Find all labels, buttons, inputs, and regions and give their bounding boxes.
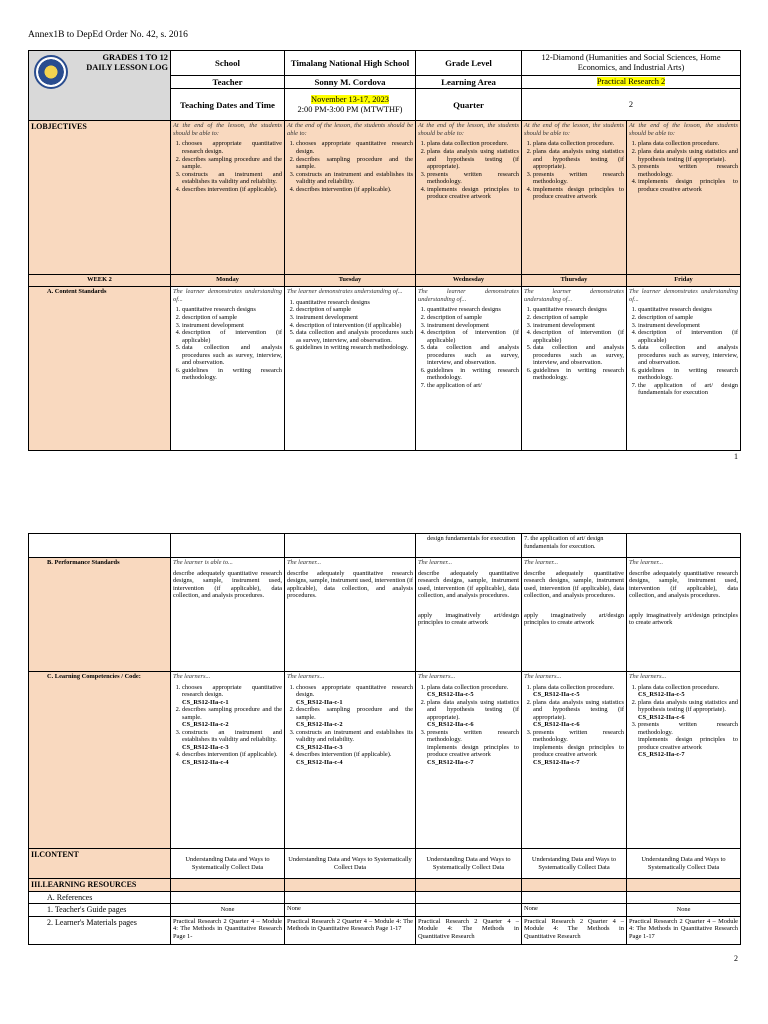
list-item: 5. data collection and analysis procedures such as survey, interview, and observation. bbox=[427, 344, 519, 367]
page-number-1: 1 bbox=[734, 452, 738, 461]
objectives-intro: At the end of the lesson, the students should be able to: bbox=[524, 122, 624, 137]
competency-extra bbox=[427, 744, 519, 767]
list-item: 2. description of sample bbox=[533, 314, 624, 322]
day-friday: Friday bbox=[627, 275, 741, 287]
list-item: 1. quantitative research designs bbox=[533, 306, 624, 314]
competency-code: CS_RS12-IIa-c-2 bbox=[182, 721, 229, 729]
cs-wed-list bbox=[418, 306, 519, 389]
competency-extra-text: implements design principles to produce creative artwork bbox=[533, 743, 624, 759]
list-item: 2. describes sampling procedure and the sample. bbox=[182, 156, 282, 171]
ps-intro: The learner... bbox=[629, 559, 664, 566]
competency-code: CS_RS12-IIa-c-1 bbox=[296, 698, 343, 706]
list-item: 1. plans data collection procedure. bbox=[427, 140, 519, 148]
lesson-log-table-page2 bbox=[28, 533, 741, 945]
log-title-cell bbox=[29, 51, 171, 121]
competency-code: CS_RS12-IIa-c-6 bbox=[638, 713, 685, 721]
cs-intro: The learner demonstrates understanding of... bbox=[629, 288, 738, 303]
cs-intro: The learner demonstrates understanding of... bbox=[287, 288, 403, 296]
list-item: 5. data collection and analysis procedures such as survey, interview, and observation. bbox=[296, 329, 413, 344]
day-thursday: Thursday bbox=[522, 275, 627, 287]
day-tuesday: Tuesday bbox=[285, 275, 416, 287]
tg-mon: None bbox=[171, 904, 285, 916]
competency-text: plans data analysis using statistics and hypothesis testing (if appropriate). bbox=[427, 698, 519, 721]
lc-fri-list bbox=[629, 684, 738, 759]
school-label: School bbox=[171, 51, 285, 76]
school-value: Timalang National High School bbox=[285, 51, 416, 76]
references-label: A. References bbox=[29, 892, 171, 904]
ps-mon-desc: describe adequately quantitative research designs, sample, instrument used, intervention (if applicable), data collection, and analysis procedures. bbox=[173, 569, 282, 600]
tg-tue: None bbox=[285, 904, 416, 916]
competency-text: describes intervention (if applicable). bbox=[182, 751, 278, 759]
lc-intro: The learners... bbox=[629, 673, 667, 680]
list-item: 4. description of intervention (if applicable) bbox=[533, 329, 624, 344]
list-item: 3. instrument development bbox=[182, 322, 282, 330]
competency-item bbox=[427, 684, 519, 699]
competency-code: CS_RS12-IIa-c-1 bbox=[182, 698, 229, 706]
list-item: 7. the application of art/ bbox=[427, 382, 519, 390]
ps-intro: The learner... bbox=[418, 559, 453, 566]
objectives-label: I.OBJECTIVES bbox=[29, 121, 171, 275]
competency-item bbox=[182, 751, 282, 766]
competency-text: plans data analysis using statistics and hypothesis testing (if appropriate). bbox=[638, 698, 738, 714]
competency-text: presents written research methodology. bbox=[533, 728, 624, 744]
ps-thu-apply: apply imaginatively art/design principles to create artwork bbox=[524, 611, 624, 627]
cs-fri-list bbox=[629, 306, 738, 397]
competency-extra bbox=[638, 736, 738, 759]
objectives-intro: At the end of the lesson, the students should be able to: bbox=[418, 122, 519, 137]
learners-materials-label: 2. Learner's Materials pages bbox=[29, 916, 171, 944]
list-item: 1. plans data collection procedure. bbox=[533, 140, 624, 148]
list-item: 2. description of sample bbox=[638, 314, 738, 322]
competency-text: presents written research methodology. bbox=[638, 721, 738, 736]
list-item: 4. implements design principles to produce creative artwork bbox=[638, 178, 738, 193]
competency-code: CS_RS12-IIa-c-6 bbox=[533, 721, 580, 729]
log-title: GRADES 1 TO 12 DAILY LESSON LOG bbox=[86, 53, 168, 73]
competency-code: CS_RS12-IIa-c-5 bbox=[533, 691, 580, 699]
tg-wed bbox=[416, 904, 522, 916]
objectives-thu-list bbox=[524, 140, 624, 200]
list-item: 3. presents written research methodology. bbox=[638, 163, 738, 178]
ps-thu-desc: describe adequately quantitative research designs, sample, instrument used, intervention (if applicable), data collection, and analysis procedures. bbox=[524, 569, 624, 600]
objectives-wed-list bbox=[418, 140, 519, 200]
competency-text: describes sampling procedure and the sample. bbox=[296, 706, 413, 721]
resources-label: III.LEARNING RESOURCES bbox=[29, 879, 171, 892]
competency-code: CS_RS12-IIa-c-3 bbox=[182, 743, 229, 751]
lc-intro: The learners... bbox=[287, 673, 325, 680]
competency-code: CS_RS12-IIa-c-6 bbox=[427, 721, 474, 729]
day-monday: Monday bbox=[171, 275, 285, 287]
tg-fri: None bbox=[627, 904, 741, 916]
list-item: 3. instrument development bbox=[296, 314, 413, 322]
lc-intro: The learners... bbox=[524, 673, 562, 680]
lc-intro: The learners... bbox=[418, 673, 456, 680]
lc-intro: The learners... bbox=[173, 673, 211, 680]
list-item: 3. instrument development bbox=[533, 322, 624, 330]
lc-wed-list bbox=[418, 684, 519, 767]
lc-tue-list bbox=[287, 684, 413, 767]
lc-thu-list bbox=[524, 684, 624, 767]
grade-label: Grade Level bbox=[416, 51, 522, 76]
list-item: 6. guidelines in writing research methodology. bbox=[182, 367, 282, 382]
list-item: 1. quantitative research designs bbox=[427, 306, 519, 314]
competency-item bbox=[296, 751, 413, 766]
lm-mon: Practical Research 2 Quarter 4 – Module 4: The Methods in Quantitative Research Page 1- bbox=[171, 916, 285, 944]
competency-extra-code: CS_RS12-IIa-c-7 bbox=[427, 759, 474, 767]
list-item: 1. plans data collection procedure. bbox=[638, 140, 738, 148]
competency-item bbox=[296, 706, 413, 729]
competency-text: plans data analysis using statistics and hypothesis testing (if appropriate). bbox=[533, 698, 624, 721]
competency-text: chooses appropriate quantitative research design. bbox=[296, 683, 413, 699]
ps-fri-desc: describe adequately quantitative research designs, sample, instrument used, intervention (if applicable), data collection, and analysis procedures. bbox=[629, 569, 738, 600]
page-number-2: 2 bbox=[734, 954, 738, 963]
competency-item bbox=[638, 721, 738, 736]
day-wednesday: Wednesday bbox=[416, 275, 522, 287]
lm-wed: Practical Research 2 Quarter 4 – Module 4: The Methods in Quantitative Research bbox=[416, 916, 522, 944]
list-item: 1. chooses appropriate quantitative research design. bbox=[182, 140, 282, 155]
list-item: 2. description of sample bbox=[182, 314, 282, 322]
content-fri: Understanding Data and Ways to Systematically Collect Data bbox=[627, 849, 741, 879]
content-mon: Understanding Data and Ways to Systematically Collect Data bbox=[171, 849, 285, 879]
content-label: II.CONTENT bbox=[29, 849, 171, 879]
week-label: WEEK 2 bbox=[29, 275, 171, 287]
list-item: 2. plans data analysis using statistics and hypothesis testing (if appropriate). bbox=[533, 148, 624, 171]
competency-code: CS_RS12-IIa-c-4 bbox=[182, 759, 229, 767]
competency-extra-code: CS_RS12-IIa-c-7 bbox=[533, 759, 580, 767]
competency-item bbox=[533, 729, 624, 744]
time-value: 2:00 PM-3:00 PM (MTWTHF) bbox=[297, 104, 403, 114]
list-item: 4. describes intervention (if applicable). bbox=[296, 186, 413, 194]
competency-item bbox=[638, 684, 738, 699]
ps-tue-desc: describe adequately quantitative research designs, sample, instrument used, intervention (if applicable), data collection, and analysis procedures. bbox=[287, 569, 414, 600]
competency-item bbox=[638, 699, 738, 722]
list-item: 1. chooses appropriate quantitative research design. bbox=[296, 140, 413, 155]
lc-mon-list bbox=[173, 684, 282, 767]
competency-item bbox=[427, 699, 519, 729]
objectives-intro: At the end of the lesson, the students should be able to: bbox=[629, 122, 738, 137]
competency-text: describes sampling procedure and the sample. bbox=[182, 706, 282, 721]
list-item: 3. instrument development bbox=[638, 322, 738, 330]
competency-text: chooses appropriate quantitative research design. bbox=[182, 683, 282, 699]
list-item: 5. data collection and analysis procedures such as survey, interview, and observation. bbox=[533, 344, 624, 367]
performance-standards-label: B. Performance Standards bbox=[29, 558, 171, 672]
content-tue: Understanding Data and Ways to Systematically Collect Data bbox=[285, 849, 416, 879]
list-item: 6. guidelines in writing research methodology. bbox=[427, 367, 519, 382]
competency-extra bbox=[533, 744, 624, 767]
list-item: 3. instrument development bbox=[427, 322, 519, 330]
cs-wed-continued: design fundamentals for execution bbox=[416, 534, 522, 558]
lm-tue: Practical Research 2 Quarter 4 – Module 4: The Methods in Quantitative Research Page 1-17 bbox=[285, 916, 416, 944]
competency-extra-text: implements design principles to produce creative artwork bbox=[427, 743, 519, 759]
dates-label: Teaching Dates and Time bbox=[171, 89, 285, 121]
list-item: 4. description of intervention (if applicable) bbox=[296, 322, 413, 330]
competency-text: constructs an instrument and establishes its validity and reliability. bbox=[182, 728, 282, 744]
list-item: 4. description of intervention (if applicable) bbox=[638, 329, 738, 344]
list-item: 3. constructs an instrument and establishes its validity and reliability. bbox=[296, 171, 413, 186]
ps-intro: The learner... bbox=[524, 559, 559, 566]
quarter-label: Quarter bbox=[416, 89, 522, 121]
competency-code: CS_RS12-IIa-c-4 bbox=[296, 759, 343, 767]
competency-extra-text: implements design principles to produce creative artwork bbox=[638, 736, 738, 751]
cs-tue-list bbox=[287, 299, 413, 352]
content-thu: Understanding Data and Ways to Systematically Collect Data bbox=[522, 849, 627, 879]
competency-item bbox=[182, 706, 282, 729]
list-item: 1. quantitative research designs bbox=[638, 306, 738, 314]
cs-thu-continued: 7. the application of art/ design fundamentals for execution. bbox=[522, 534, 627, 558]
list-item: 4. description of intervention (if applicable) bbox=[182, 329, 282, 344]
competency-text: plans data collection procedure. bbox=[427, 683, 509, 691]
grade-value: 12-Diamond (Humanities and Social Sciences, Home Economics, and Industrial Arts) bbox=[522, 51, 741, 76]
deped-seal-icon bbox=[34, 55, 68, 89]
list-item: 4. implements design principles to produce creative artwork bbox=[427, 186, 519, 201]
competency-item bbox=[182, 684, 282, 707]
list-item: 5. data collection and analysis procedures such as survey, interview, and observation. bbox=[182, 344, 282, 367]
list-item: 6. guidelines in writing research methodology. bbox=[296, 344, 413, 352]
annex-header: Annex1B to DepEd Order No. 42, s. 2016 bbox=[28, 30, 188, 40]
list-item: 2. plans data analysis using statistics and hypothesis testing (if appropriate). bbox=[638, 148, 738, 163]
competency-item bbox=[533, 699, 624, 729]
competency-item bbox=[296, 729, 413, 752]
lm-thu: Practical Research 2 Quarter 4 – Module 4: The Methods in Quantitative Research bbox=[522, 916, 627, 944]
list-item: 3. presents written research methodology. bbox=[427, 171, 519, 186]
competency-text: describes intervention (if applicable). bbox=[296, 751, 392, 759]
teacher-label: Teacher bbox=[171, 76, 285, 89]
ps-fri-apply: apply imaginatively art/design principles to create artwork bbox=[629, 611, 738, 627]
cs-intro: The learner demonstrates understanding of... bbox=[524, 288, 624, 303]
ps-wed-apply: apply imaginatively art/design principles to create artwork bbox=[418, 611, 519, 627]
cs-thu-list bbox=[524, 306, 624, 381]
quarter-value: 2 bbox=[522, 89, 741, 121]
competency-text: plans data collection procedure. bbox=[638, 683, 720, 691]
list-item: 7. the application of art/ design fundamentals for execution bbox=[638, 382, 738, 397]
tg-thu: None bbox=[522, 904, 627, 916]
list-item: 6. guidelines in writing research methodology. bbox=[638, 367, 738, 382]
competency-item bbox=[533, 684, 624, 699]
competency-text: presents written research methodology. bbox=[427, 728, 519, 744]
competency-extra-code: CS_RS12-IIa-c-7 bbox=[638, 751, 685, 759]
list-item: 4. description of intervention (if applicable) bbox=[427, 329, 519, 344]
lm-fri: Practical Research 2 Quarter 4 – Module 4: The Methods in Quantitative Research Page 1-17 bbox=[627, 916, 741, 944]
content-wed: Understanding Data and Ways to Systematically Collect Data bbox=[416, 849, 522, 879]
list-item: 2. describes sampling procedure and the sample. bbox=[296, 156, 413, 171]
cs-intro: The learner demonstrates understanding of... bbox=[173, 288, 282, 303]
competency-text: constructs an instrument and establishes its validity and reliability. bbox=[296, 728, 413, 744]
ps-intro: The learner... bbox=[287, 559, 322, 566]
teacher-value: Sonny M. Cordova bbox=[285, 76, 416, 89]
objectives-mon-list bbox=[173, 140, 282, 193]
list-item: 4. implements design principles to produce creative artwork bbox=[533, 186, 624, 201]
list-item: 3. presents written research methodology. bbox=[533, 171, 624, 186]
objectives-intro: At the end of the lesson, the students should be able to: bbox=[173, 122, 282, 137]
competency-code: CS_RS12-IIa-c-5 bbox=[427, 691, 474, 699]
competency-code: CS_RS12-IIa-c-3 bbox=[296, 743, 343, 751]
competency-item bbox=[182, 729, 282, 752]
competency-text: plans data collection procedure. bbox=[533, 683, 615, 691]
area-value: Practical Research 2 bbox=[596, 77, 666, 87]
list-item: 2. description of sample bbox=[427, 314, 519, 322]
dates-value: November 13-17, 2023 bbox=[311, 95, 389, 105]
list-item: 1. quantitative research designs bbox=[296, 299, 413, 307]
competency-item bbox=[427, 729, 519, 744]
objectives-fri-list bbox=[629, 140, 738, 193]
teachers-guide-label: 1. Teacher's Guide pages bbox=[29, 904, 171, 916]
list-item: 3. constructs an instrument and establishes its validity and reliability. bbox=[182, 171, 282, 186]
objectives-intro: At the end of the lesson, the students should be able to: bbox=[287, 122, 413, 137]
list-item: 2. plans data analysis using statistics and hypothesis testing (if appropriate). bbox=[427, 148, 519, 171]
content-standards-label: A. Content Standards bbox=[29, 287, 171, 451]
list-item: 2. description of sample bbox=[296, 306, 413, 314]
area-label: Learning Area bbox=[416, 76, 522, 89]
ps-intro: The learner is able to... bbox=[173, 559, 233, 566]
cs-intro: The learner demonstrates understanding of... bbox=[418, 288, 519, 303]
ps-wed-desc: describe adequately quantitative research designs, sample, instrument used, intervention (if applicable), data collection, and analysis procedures. bbox=[418, 569, 519, 600]
list-item: 1. quantitative research designs bbox=[182, 306, 282, 314]
list-item: 4. describes intervention (if applicable). bbox=[182, 186, 282, 194]
competency-code: CS_RS12-IIa-c-5 bbox=[638, 691, 685, 699]
list-item: 6. guidelines in writing research methodology. bbox=[533, 367, 624, 382]
competencies-label: C. Learning Competencies / Code: bbox=[29, 672, 171, 849]
competency-code: CS_RS12-IIa-c-2 bbox=[296, 721, 343, 729]
competency-item bbox=[296, 684, 413, 707]
list-item: 5. data collection and analysis procedures such as survey, interview, and observation. bbox=[638, 344, 738, 367]
objectives-tue-list bbox=[287, 140, 413, 193]
cs-mon-list bbox=[173, 306, 282, 381]
lesson-log-table-page1 bbox=[28, 50, 741, 451]
